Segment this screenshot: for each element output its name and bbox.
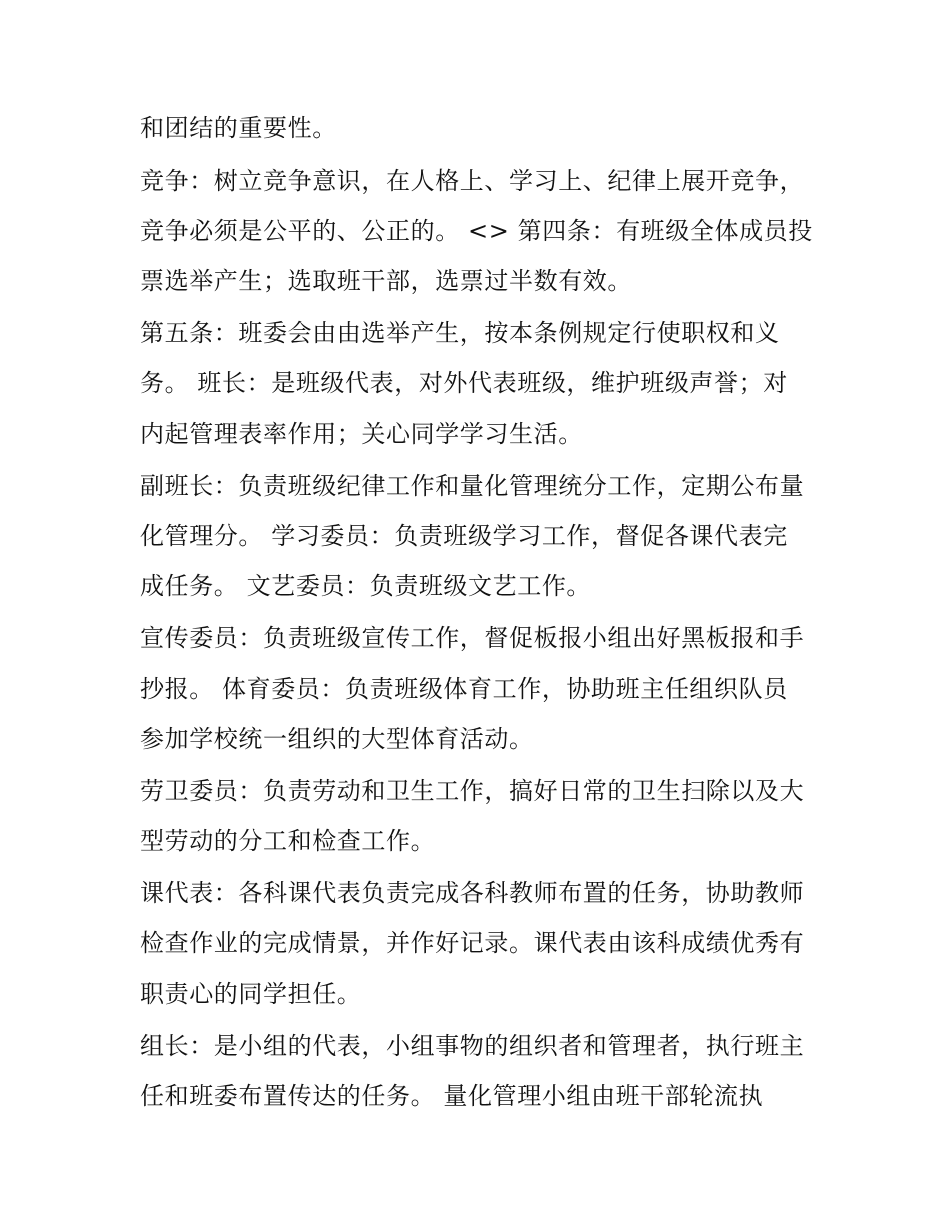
text-line: 检查作业的完成情景，并作好记录。课代表由该科成绩优秀有 [140,929,805,957]
text-line: 和团结的重要性。 [140,114,337,142]
text-line: 内起管理表率作用；关心同学学习生活。 [140,420,583,448]
text-line: 职责心的同学担任。 [140,980,362,1008]
text-line: 竞争：树立竞争意识，在人格上、学习上、纪律上展开竞争， [140,167,805,195]
text-line: 副班长：负责班级纪律工作和量化管理统分工作，定期公布量 [140,472,805,500]
text-line: 组长：是小组的代表，小组事物的组织者和管理者，执行班主 [140,1032,805,1060]
text-line: 成任务。 文艺委员：负责班级文艺工作。 [140,572,592,600]
text-line: 课代表：各科课代表负责完成各科教师布置的任务，协助教师 [140,879,805,907]
text-line: 抄报。 体育委员：负责班级体育工作，协助班主任组织队员 [140,675,788,703]
text-line: 第五条：班委会由由选举产生，按本条例规定行使职权和义 [140,319,780,347]
text-line: 票选举产生；选取班干部，选票过半数有效。 [140,267,632,295]
text-line: 型劳动的分工和检查工作。 [140,827,436,855]
text-line: 化管理分。 学习委员：负责班级学习工作，督促各课代表完 [140,522,788,550]
text-line: 参加学校统一组织的大型体育活动。 [140,725,534,753]
text-line: 竞争必须是公平的、公正的。 <> 第四条：有班级全体成员投 [140,217,813,245]
text-line: 劳卫委员：负责劳动和卫生工作，搞好日常的卫生扫除以及大 [140,777,805,805]
text-line: 宣传委员：负责班级宣传工作，督促板报小组出好黑板报和手 [140,624,805,652]
text-line: 任和班委布置传达的任务。 量化管理小组由班干部轮流执 [140,1082,764,1110]
text-line: 务。 班长：是班级代表，对外代表班级，维护班级声誉；对 [140,369,788,397]
